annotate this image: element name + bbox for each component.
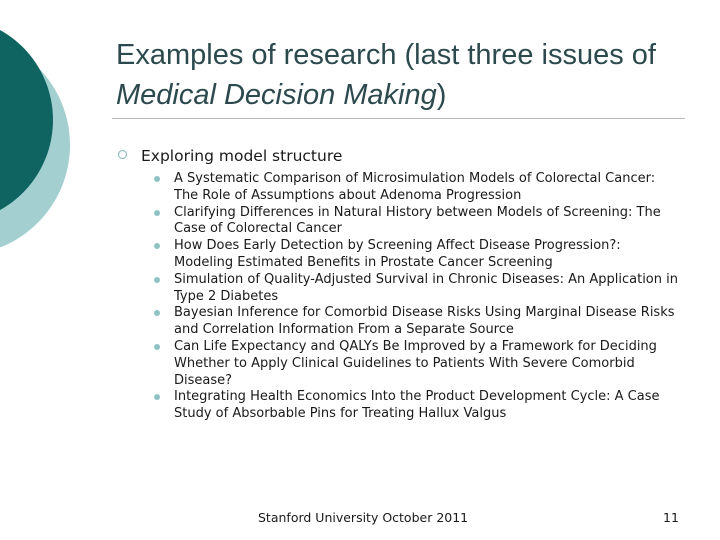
list-item-text: Can Life Expectancy and QALYs Be Improved by a Framework for Deciding Whether to Apply Clinical Guidelines to Patients With Severe Comorbid Disease? [174,338,657,388]
page-number: 11 [663,510,679,525]
dot-bullet-icon [154,277,160,283]
decorative-circles [0,0,110,300]
list-item-text: Clarifying Differences in Natural History between Models of Screening: The Case of Colorectal Cancer [174,204,661,237]
title-divider [112,118,685,119]
list-item [152,339,682,389]
dot-bullet-icon [154,344,160,350]
dot-bullet-icon [154,210,160,216]
dot-bullet-icon [154,176,160,182]
main-bullet-text: Exploring model structure [141,147,343,165]
list-item [152,305,682,339]
list-item [152,171,682,205]
paper-list [152,171,682,423]
hollow-circle-bullet-icon [118,150,127,159]
list-item [152,389,682,423]
list-item-text: Bayesian Inference for Comorbid Disease Risks Using Marginal Disease Risks and Correlation Information From a Separate Source [174,305,675,338]
list-item [152,272,682,306]
journal-name: Medical Decision Making [116,79,437,111]
title-close-paren: ) [436,79,447,111]
list-item-text: Integrating Health Economics Into the Product Development Cycle: A Case Study of Absorbable Pins for Treating Hallux Valgus [174,389,660,422]
title-text: Examples of research (last three issues of [116,39,656,71]
slide-title [116,35,696,115]
list-item-text: Simulation of Quality-Adjusted Survival in Chronic Diseases: An Application in Type 2 Diabetes [174,271,678,304]
list-item-text: How Does Early Detection by Screening Affect Disease Progression?: Modeling Estimated Benefits in Prostate Cancer Screening [174,238,621,270]
main-bullet [118,146,342,166]
list-item [152,205,682,239]
list-item [152,238,682,272]
dot-bullet-icon [154,243,160,249]
dot-bullet-icon [154,394,160,400]
dot-bullet-icon [154,310,160,316]
list-item-text: A Systematic Comparison of Microsimulation Models of Colorectal Cancer: The Role of Assumptions about Adenoma Progression [174,171,656,203]
slide-footer: Stanford University October 2011 [258,510,469,525]
